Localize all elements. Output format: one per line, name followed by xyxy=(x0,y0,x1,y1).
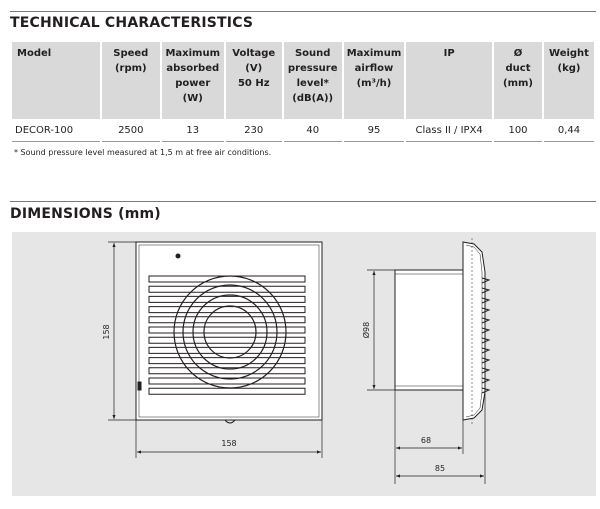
louver-slat xyxy=(149,317,305,323)
louver-slat xyxy=(149,286,305,292)
louver-slat xyxy=(149,388,305,394)
table-cell: DECOR-100 xyxy=(12,119,100,142)
col-header: Maximum airflow (m³/h) xyxy=(344,42,405,119)
col-header: Sound pressure level* (dB(A)) xyxy=(284,42,342,119)
table-row xyxy=(12,119,594,142)
table-cell: 95 xyxy=(344,119,405,142)
dimension-drawing xyxy=(12,232,596,496)
col-header: Maximum absorbed power (W) xyxy=(162,42,224,119)
louver-slat xyxy=(149,358,305,364)
table-cell: 40 xyxy=(284,119,342,142)
louver-slat xyxy=(149,337,305,343)
total-depth-label: 85 xyxy=(434,464,446,473)
section-title-dimensions: DIMENSIONS (mm) xyxy=(10,206,161,222)
col-header: Voltage (V) 50 Hz xyxy=(226,42,282,119)
front-clip xyxy=(138,382,141,390)
table-cell: 13 xyxy=(162,119,224,142)
spec-table-header-row xyxy=(12,42,594,119)
duct-diameter-label: Ø98 xyxy=(362,321,371,339)
indicator-led-icon xyxy=(176,254,180,258)
table-cell: Class II / IPX4 xyxy=(406,119,492,142)
table-cell: 230 xyxy=(226,119,282,142)
louver-slat xyxy=(149,296,305,302)
section-divider xyxy=(10,201,596,202)
table-cell: 100 xyxy=(494,119,542,142)
table-cell: 2500 xyxy=(102,119,160,142)
side-view xyxy=(395,238,489,424)
table-cell: 0,44 xyxy=(544,119,594,142)
top-divider xyxy=(10,11,596,12)
body-depth-label: 68 xyxy=(420,436,432,445)
louver-slat xyxy=(149,276,305,282)
col-header: IP xyxy=(406,42,492,119)
footnote: * Sound pressure level measured at 1,5 m at free air conditions. xyxy=(14,148,272,157)
louver-slat xyxy=(149,327,305,333)
front-view xyxy=(136,242,322,423)
side-duct-body xyxy=(395,270,463,390)
front-height-label: 158 xyxy=(102,324,111,340)
section-title-technical: TECHNICAL CHARACTERISTICS xyxy=(10,15,254,31)
col-header: Weight (kg) xyxy=(544,42,594,119)
front-width-label: 158 xyxy=(221,439,237,448)
spec-table xyxy=(10,42,596,142)
col-header: Ø duct (mm) xyxy=(494,42,542,119)
dimension-drawing-panel xyxy=(12,232,596,496)
col-header: Model xyxy=(12,42,100,119)
col-header: Speed (rpm) xyxy=(102,42,160,119)
